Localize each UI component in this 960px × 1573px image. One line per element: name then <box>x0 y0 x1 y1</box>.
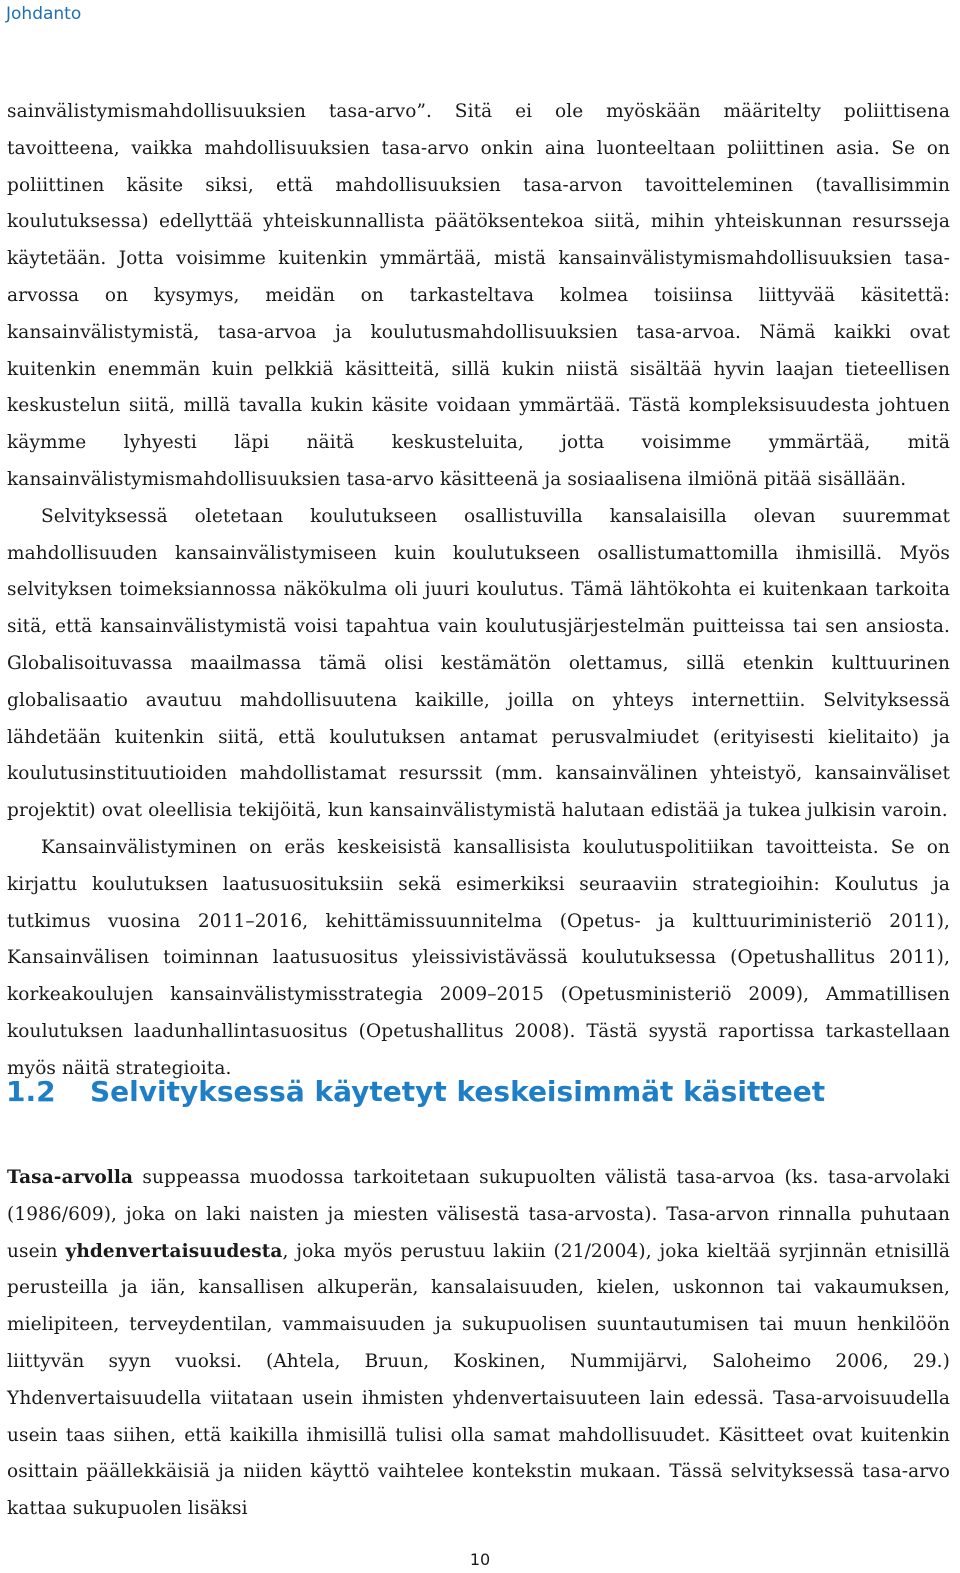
defined-term: yhdenvertaisuudesta <box>65 1240 283 1262</box>
paragraph-text: , joka myös perustuu lakiin (21/2004), joka kieltää syrjinnän etnisillä perusteilla ja iän, kansallisen alkuperän, kansalaisuuden, kielen, uskonnon tai vakaumuksen, mielipiteen, terveydentilan, vammaisuuden ja sukupuolisen suuntautumisen tai muun henkilöön liittyvän syyn vuoksi. (Ahtela, Bruun, Koskinen, Nummijärvi, Saloheimo 2006, 29.) Yhdenvertaisuudella viitataan usein ihmisten yhdenvertaisuuteen lain edessä. Tasa-arvoisuudella usein taas siihen, että kaikilla ihmisillä tulisi olla samat mahdollisuudet. Käsitteet ovat kuitenkin osittain päällekkäisiä ja niiden käyttö vaihtelee kontekstin mukaan. Tässä selvityksessä tasa-arvo kattaa sukupuolen lisäksi <box>7 1240 950 1520</box>
page-number: 10 <box>469 1550 491 1569</box>
defined-term: Tasa-arvolla <box>7 1167 134 1188</box>
intro-text-block <box>7 94 950 1088</box>
paragraph-text: suppeassa muodossa tarkoitetaan sukupuolten välistä tasa-arvoa (ks. tasa-arvolaki (1986/609), joka on laki naisten ja miesten välisestä tasa-arvosta). Tasa-arvon rinnalla puhutaan usein <box>7 1167 950 1262</box>
running-head-title: Johdanto <box>6 4 82 24</box>
section-heading <box>6 1075 825 1108</box>
section-title: Selvityksessä käytetyt keskeisimmät käsitteet <box>90 1075 826 1108</box>
paragraph: Kansainvälistyminen on eräs keskeisistä kansallisista koulutuspolitiikan tavoitteista. Se on kirjattu koulutuksen laatusuosituksiin sekä esimerkiksi seuraaviin strategioihin: Koulutus ja tutkimus vuosina 2011–2016, kehittämissuunnitelma (Opetus- ja kulttuuriministeriö 2011), Kansainvälisen toiminnan laatusuositus yleissivistävässä koulutuksessa (Opetushallitus 2011), korkeakoulujen kansainvälistymisstrategia 2009–2015 (Opetusministeriö 2009), Ammatillisen koulutuksen laadunhallintasuositus (Opetushallitus 2008). Tästä syystä raportissa tarkastellaan myös näitä strategioita. <box>7 836 950 1079</box>
paragraph: sainvälistymismahdollisuuksien tasa-arvo”. Sitä ei ole myöskään määritelty poliittisena tavoitteena, vaikka mahdollisuuksien tasa-arvo onkin aina luonteeltaan poliittinen asia. Se on poliittinen käsite siksi, että mahdollisuuksien tasa-arvon tavoitteleminen (tavallisimmin koulutuksessa) edellyttää yhteiskunnallista päätöksentekoa siitä, mihin yhteiskunnan resursseja käytetään. Jotta voisimme kuitenkin ymmärtää, mistä kansainvälistymismahdollisuuksien tasa-arvossa on kysymys, meidän on tarkasteltava kolmea toisiinsa liittyvää käsitettä: kansainvälistymistä, tasa-arvoa ja koulutusmahdollisuuksien tasa-arvoa. Nämä kaikki ovat kuitenkin enemmän kuin pelkkiä käsitteitä, sillä kukin niistä sisältää hyvin laajan tieteellisen keskustelun siitä, millä tavalla kukin käsite voidaan ymmärtää. Tästä kompleksisuudesta johtuen käymme lyhyesti läpi näitä keskusteluita, jotta voisimme ymmärtää, mitä kansainvälistymismahdollisuuksien tasa-arvo käsitteenä ja sosiaalisena ilmiönä pitää sisällään. <box>7 101 950 490</box>
section-number: 1.2 <box>6 1075 56 1108</box>
concepts-text-block <box>7 1160 950 1528</box>
paragraph: Selvityksessä oletetaan koulutukseen osallistuvilla kansalaisilla olevan suuremmat mahdollisuuden kansainvälistymiseen kuin koulutukseen osallistumattomilla ihmisillä. Myös selvityksen toimeksiannossa näkökulma oli juuri koulutus. Tämä lähtökohta ei kuitenkaan tarkoita sitä, että kansainvälistymistä voisi tapahtua vain koulutusjärjestelmän puitteissa tai sen ansiosta. Globalisoituvassa maailmassa tämä olisi kestämätön olettamus, sillä etenkin kulttuurinen globalisaatio avautuu mahdollisuutena kaikille, joilla on yhteys internettiin. Selvityksessä lähdetään kuitenkin siitä, että koulutuksen antamat perusvalmiudet (erityisesti kielitaito) ja koulutusinstituutioiden mahdollistamat resurssit (mm. kansainvälinen yhteistyö, kansainväliset projektit) ovat oleellisia tekijöitä, kun kansainvälistymistä halutaan edistää ja tukea julkisin varoin. <box>7 505 950 822</box>
paragraph <box>7 1160 950 1528</box>
